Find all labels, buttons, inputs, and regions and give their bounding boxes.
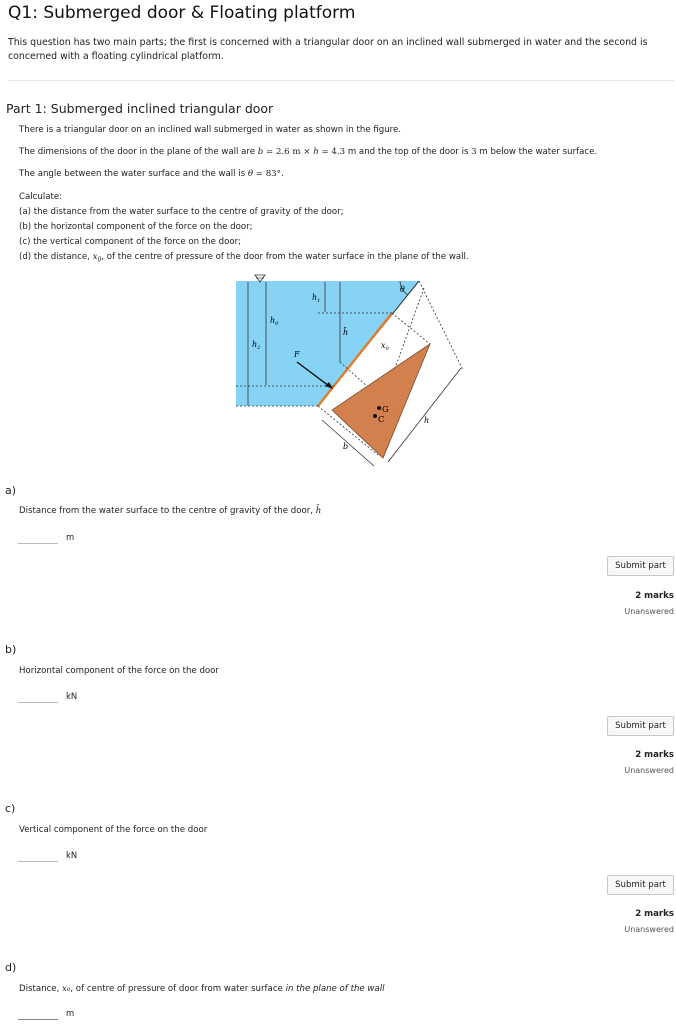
question-title: Q1: Submerged door & Floating platform: [8, 3, 356, 23]
question-text: Distance from the water surface to the centre of gravity of the door,: [19, 506, 316, 516]
label-G: G: [382, 405, 389, 415]
label-x0-main: x: [381, 341, 386, 350]
calculate-item-a: (a) the distance from the water surface to the centre of gravity of the door;: [19, 207, 344, 217]
label-h: h: [424, 416, 430, 425]
calculate-item-c: (c) the vertical component of the force on the door;: [19, 237, 242, 247]
statement-text: The dimensions of the door in the plane of the wall are: [19, 147, 258, 157]
unit-label-b: kN: [66, 691, 78, 701]
unit-label-a: m: [66, 532, 75, 542]
calculate-label: Calculate:: [19, 192, 63, 202]
statement-text: .: [280, 169, 284, 179]
calculate-item-b: (b) the horizontal component of the force on the door;: [19, 222, 253, 232]
math-x: x: [92, 252, 98, 262]
math-depth: 3: [471, 147, 477, 157]
question-emphasis: in the plane of the wall: [285, 984, 385, 994]
part-d-question: [19, 984, 384, 994]
question-text: Distance,: [19, 984, 63, 994]
math-h: h: [313, 147, 319, 157]
math-eq-b: = 2.6 m ×: [263, 147, 314, 157]
statement-line-1: There is a triangular door on an inclined wall submerged in water as shown in the figure.: [19, 125, 402, 135]
submit-part-b-button[interactable]: Submit part: [607, 716, 674, 736]
question-intro: This question has two main parts; the first is concerned with a triangular door on an inclined wall submerged in water and the second is concerned with a floating cylindrical platform.: [8, 37, 648, 62]
label-b: b: [343, 442, 349, 451]
label-x0: [381, 341, 390, 352]
answer-input-b[interactable]: [18, 687, 58, 703]
part-a-letter: a): [5, 484, 17, 497]
part-c-question: Vertical component of the force on the door: [19, 825, 208, 835]
statement-text: (d) the distance,: [19, 252, 93, 262]
label-hbar: h̄: [343, 328, 349, 337]
answer-input-a[interactable]: [18, 528, 58, 544]
marks-label-a: 2 marks: [635, 591, 674, 601]
label-h2-sub: 2: [257, 345, 261, 351]
statement-text: m below the water surface.: [476, 147, 598, 157]
statement-text: The angle between the water surface and the wall is: [19, 169, 248, 179]
part-b-letter: b): [5, 643, 17, 656]
submit-part-c-button[interactable]: Submit part: [607, 875, 674, 895]
statement-line-2: [19, 147, 597, 157]
answer-input-c[interactable]: [18, 846, 58, 862]
label-F: F: [294, 350, 300, 359]
statement-line-3: [19, 169, 284, 179]
math-eq-theta: = 83°: [253, 169, 281, 179]
submit-part-a-button[interactable]: Submit part: [607, 556, 674, 576]
unit-label-c: kN: [66, 850, 78, 860]
part-c-letter: c): [5, 802, 16, 815]
label-h1-main: h: [312, 293, 318, 302]
projection-h: [419, 281, 463, 370]
label-h1-sub: 1: [317, 298, 321, 304]
math-theta: θ: [247, 169, 254, 179]
label-C: C: [378, 415, 385, 425]
answer-input-d[interactable]: [18, 1004, 58, 1020]
status-label-b: Unanswered: [624, 766, 674, 775]
label-x0-sub: 0: [385, 346, 389, 352]
part-a-question: [19, 506, 321, 516]
projection-top: [392, 313, 430, 344]
unit-label-d: m: [66, 1008, 75, 1018]
question-text: , of centre of pressure of door from water surface: [70, 984, 286, 994]
calculate-item-d: [19, 252, 469, 264]
status-label-c: Unanswered: [624, 925, 674, 934]
label-h2-main: h: [252, 340, 258, 349]
free-surface-symbol: [255, 275, 265, 282]
math-hbar: h̄: [315, 506, 322, 516]
part1-title: Part 1: Submerged inclined triangular door: [6, 101, 274, 116]
gravity-point: [377, 406, 381, 410]
door-figure: [230, 268, 470, 468]
label-h0-sub: 0: [275, 321, 279, 327]
part-b-question: Horizontal component of the force on the door: [19, 666, 219, 676]
statement-text: m and the top of the door is: [345, 147, 472, 157]
label-h0-main: h: [270, 316, 276, 325]
status-label-a: Unanswered: [624, 607, 674, 616]
statement-text: , of the centre of pressure of the door from the water surface in the plane of the wall.: [101, 252, 469, 262]
pressure-point: [373, 414, 377, 418]
math-eq-h: = 4.3: [318, 147, 346, 157]
header-divider: [8, 80, 674, 81]
part-d-letter: d): [5, 961, 17, 974]
math-x0: x₀: [62, 984, 71, 994]
math-sub: 0: [97, 256, 102, 264]
marks-label-b: 2 marks: [635, 750, 674, 760]
label-theta: θ: [400, 285, 405, 294]
marks-label-c: 2 marks: [635, 909, 674, 919]
math-x0: [93, 252, 102, 262]
math-b: b: [257, 147, 264, 157]
